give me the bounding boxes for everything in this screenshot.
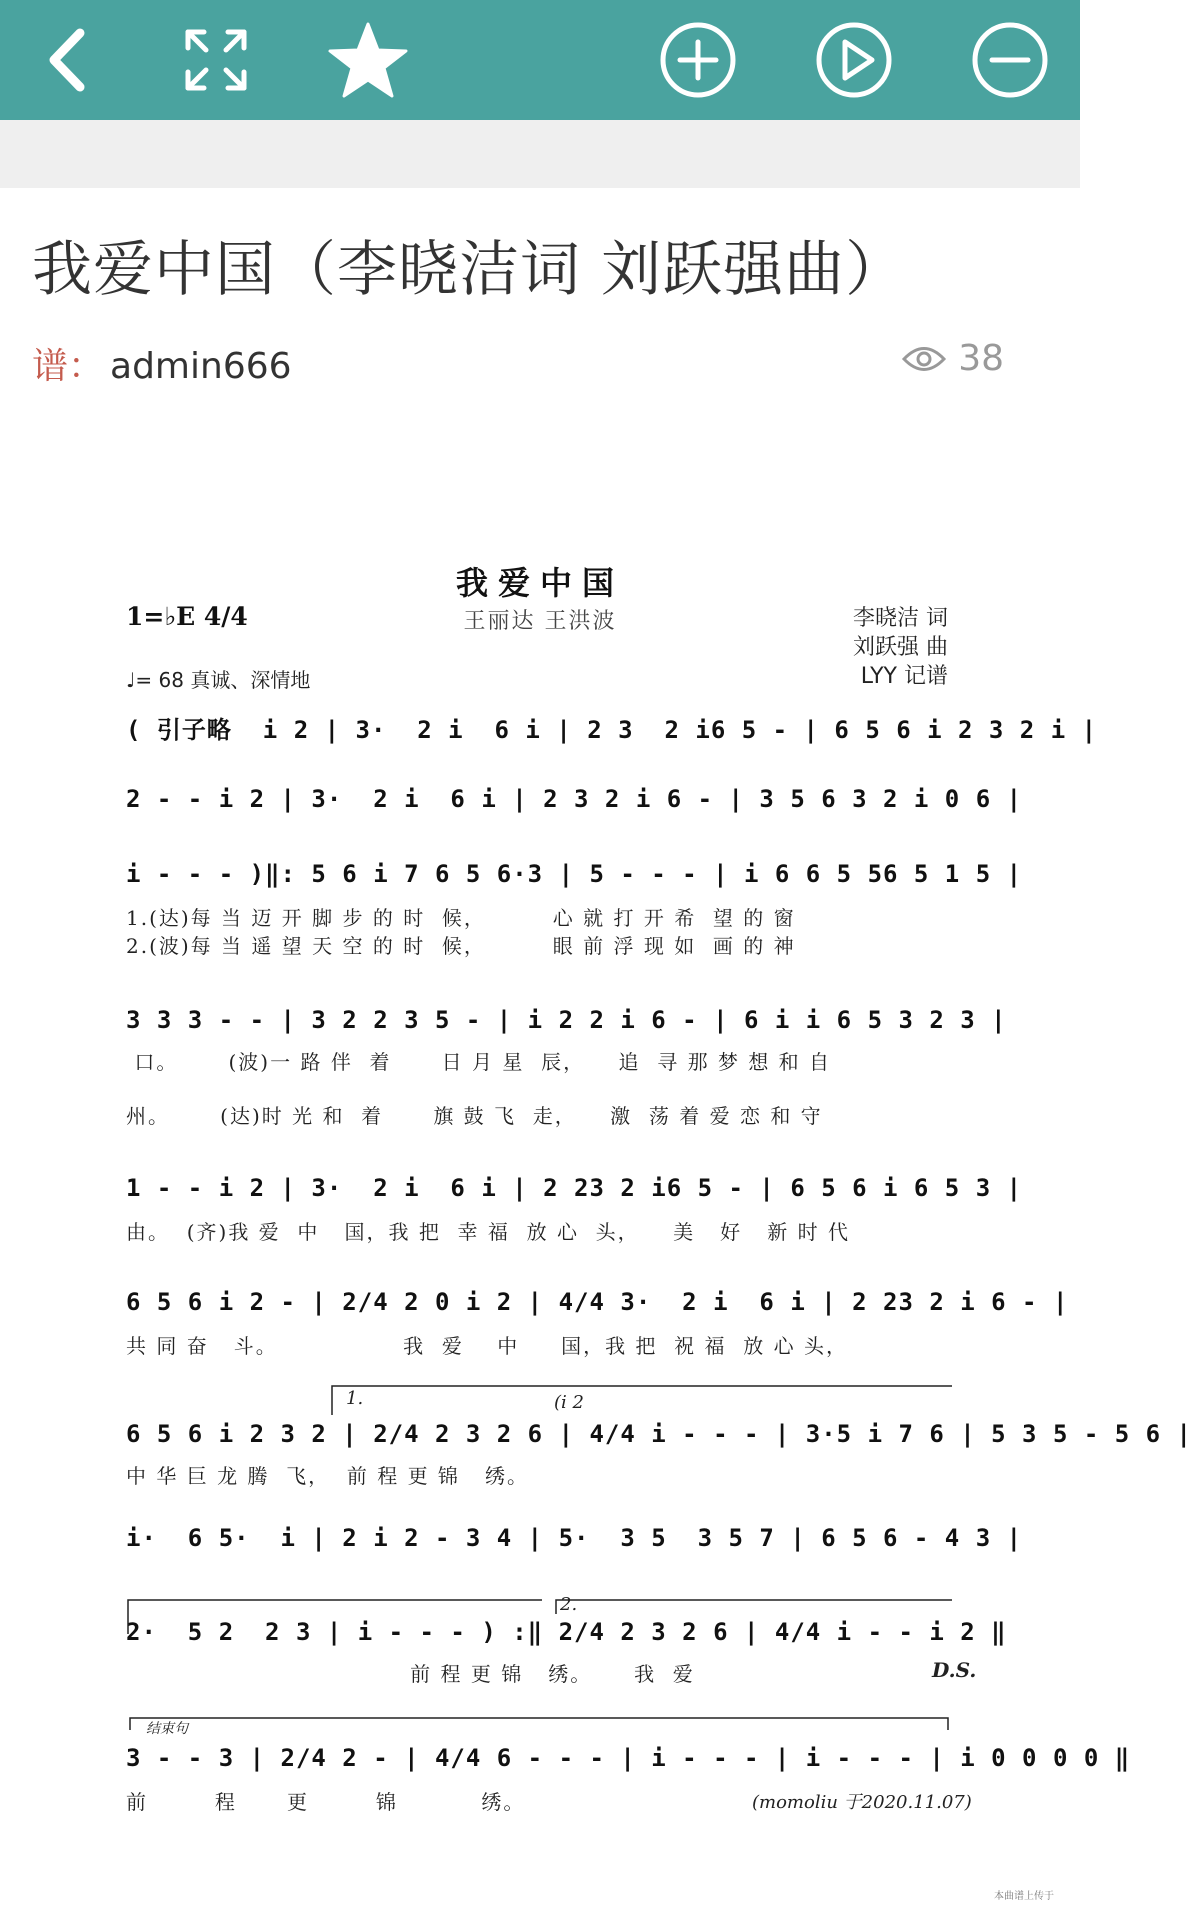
score-line-2: 2 - - i 2 | 3· 2 i 6 i | 2 3 2 i 6 - | 3 5 6 3 2 i 0 6 | (126, 785, 1023, 813)
song-title: 我爱中国（李晓洁词 刘跃强曲） (32, 235, 907, 305)
lyric-line-9: 前 程 更 锦 绣。 (126, 1790, 526, 1814)
zoom-in-button[interactable] (652, 14, 744, 106)
composer: 刘跃强 曲 (853, 635, 948, 660)
ending-label: 结束句 (146, 1721, 188, 1737)
score-brackets (0, 540, 1192, 1920)
zoom-out-icon (970, 20, 1050, 100)
fullscreen-icon (184, 28, 248, 92)
lyric-line-2: 2.(波)每 当 遥 望 天 空 的 时 候， 眼 前 浮 现 如 画 的 神 (126, 934, 796, 958)
score-line-9: 2· 5 2 2 3 | i - - - ) :‖ 2/4 2 3 2 6 | 4/4 i - - i 2 ‖ (126, 1618, 1007, 1646)
watermark: 本曲谱上传于 (994, 1891, 1054, 1902)
ds-marking: D.S. (932, 1658, 977, 1682)
lyric-line-1: 1.(达)每 当 迈 开 脚 步 的 时 候， 心 就 打 开 希 望 的 窗 (126, 906, 796, 930)
volta-end-bracket (128, 1600, 542, 1634)
eye-icon (902, 344, 946, 374)
volta-1-bracket (332, 1386, 952, 1415)
back-icon (38, 25, 98, 95)
tempo-marking: ♩= 68 真诚、深情地 (126, 668, 311, 692)
lyric-line-3: 口。 (波)一 路 伴 着 日 月 星 辰， 追 寻 那 梦 想 和 自 (126, 1050, 832, 1074)
favorite-button[interactable] (322, 14, 414, 106)
zoom-in-icon (658, 20, 738, 100)
sub-bar (0, 120, 1080, 188)
zoom-out-button[interactable] (964, 14, 1056, 106)
ending-bracket (130, 1718, 948, 1730)
score-line-3: i - - - )‖: 5 6 i 7 6 5 6·3 | 5 - - - | i 6 6 5 56 5 1 5 | (126, 860, 1023, 888)
sheet-music-image[interactable] (0, 540, 1192, 1920)
lyric-line-6: 共 同 奋 斗。 我 爱 中 国，我 把 祝 福 放 心 头， (126, 1334, 848, 1358)
uploader-label: 谱： (32, 346, 105, 387)
lyric-line-8: 前 程 更 锦 绣。 我 爱 (126, 1662, 695, 1686)
lyric-line-7: 中 华 巨 龙 腾 飞， 前 程 更 锦 绣。 (126, 1464, 530, 1488)
intro-paren: (i 2 (554, 1392, 584, 1413)
lyric-line-4: 州。 (达)时 光 和 着 旗 鼓 飞 走， 激 荡 着 爱 恋 和 守 (126, 1104, 823, 1128)
score-line-4: 3 3 3 - - | 3 2 2 3 5 - | i 2 2 i 6 - | 6 i i 6 5 3 2 3 | (126, 1006, 1007, 1034)
view-count (902, 338, 1004, 379)
fullscreen-button[interactable] (170, 14, 262, 106)
signature: (momoliu 于2020.11.07) (752, 1792, 972, 1813)
volta-2-bracket (556, 1600, 952, 1614)
volta-2: 2. (560, 1594, 578, 1615)
volta-1: 1. (346, 1388, 364, 1409)
star-icon (328, 22, 408, 98)
play-button[interactable] (808, 14, 900, 106)
back-button[interactable] (22, 14, 114, 106)
key-signature: 1=♭E 4/4 (126, 602, 248, 631)
score-line-7: 6 5 6 i 2 3 2 | 2/4 2 3 2 6 | 4/4 i - - - | 3·5 i 7 6 | 5 3 5 - 5 6 | (126, 1420, 1192, 1448)
score-line-5: 1 - - i 2 | 3· 2 i 6 i | 2 23 2 i6 5 - | 6 5 6 i 6 5 3 | (126, 1174, 1023, 1202)
score-line-10: 3 - - 3 | 2/4 2 - | 4/4 6 - - - | i - - - | i - - - | i 0 0 0 0 ‖ (126, 1744, 1131, 1772)
uploader-name[interactable]: admin666 (110, 346, 292, 387)
play-icon (814, 20, 894, 100)
score-line-1: ( 引子略 i 2 | 3· 2 i 6 i | 2 3 2 i6 5 - | 6 5 6 i 2 3 2 i | (126, 716, 1098, 744)
score-line-8: i· 6 5· i | 2 i 2 - 3 4 | 5· 3 5 3 5 7 | 6 5 6 - 4 3 | (126, 1524, 1023, 1552)
score-title: 我爱中国 (455, 564, 624, 602)
score-line-6: 6 5 6 i 2 - | 2/4 2 0 i 2 | 4/4 3· 2 i 6 i | 2 23 2 i 6 - | (126, 1288, 1069, 1316)
uploader-info (32, 338, 292, 389)
top-app-bar (0, 0, 1080, 120)
transcriber: LYY 记谱 (860, 664, 948, 689)
singers: 王丽达 王洪波 (463, 609, 617, 634)
view-count-value: 38 (958, 338, 1004, 379)
lyricist: 李晓洁 词 (853, 606, 948, 631)
lyric-line-5: 由。 (齐)我 爱 中 国，我 把 幸 福 放 心 头， 美 好 新 时 代 (126, 1220, 850, 1244)
